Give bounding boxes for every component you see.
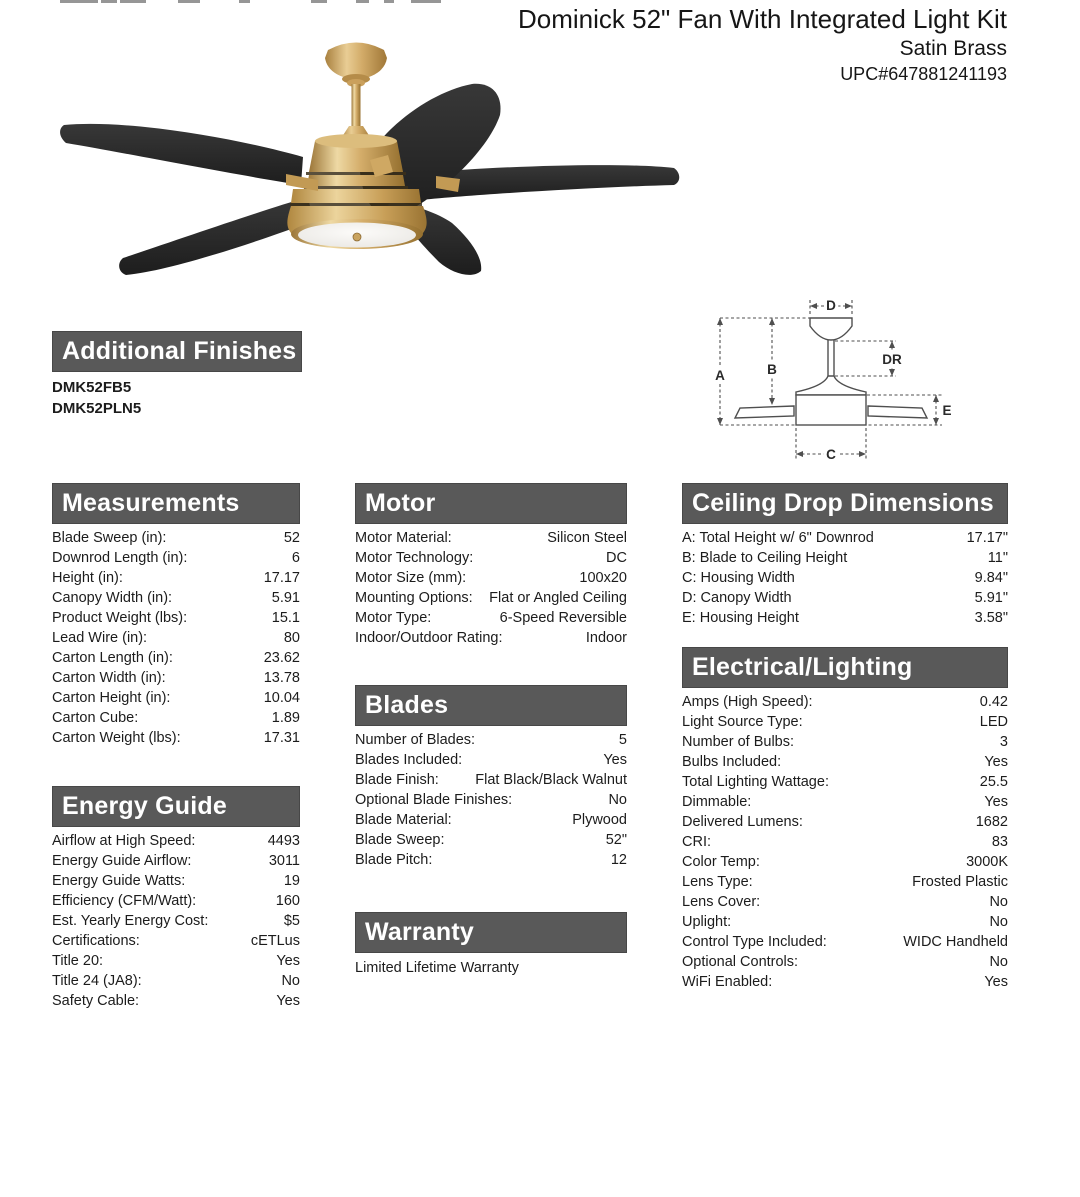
spec-value: 6-Speed Reversible bbox=[499, 610, 627, 626]
spec-label: Carton Width (in): bbox=[52, 670, 166, 686]
spec-label: CRI: bbox=[682, 834, 711, 850]
fan-outline-drawing bbox=[735, 318, 927, 425]
spec-value: 3 bbox=[999, 734, 1008, 750]
spec-row bbox=[682, 952, 1008, 972]
spec-row bbox=[682, 568, 1008, 588]
spec-row bbox=[355, 608, 627, 628]
spec-row bbox=[682, 812, 1008, 832]
spec-value: 160 bbox=[275, 893, 300, 909]
ceiling-drop-rows bbox=[682, 528, 1008, 628]
spec-row bbox=[682, 608, 1008, 628]
spec-row bbox=[52, 628, 300, 648]
spec-row bbox=[52, 588, 300, 608]
spec-value: LED bbox=[979, 714, 1008, 730]
spec-value: 80 bbox=[283, 630, 300, 646]
spec-label: Indoor/Outdoor Rating: bbox=[355, 630, 503, 646]
spec-row bbox=[682, 792, 1008, 812]
spec-label: Lens Type: bbox=[682, 874, 753, 890]
fan-downrod-assembly bbox=[325, 43, 387, 141]
spec-label: Energy Guide Watts: bbox=[52, 873, 186, 889]
spec-value: Yes bbox=[984, 754, 1008, 770]
spec-row bbox=[52, 688, 300, 708]
blades-header: Blades bbox=[355, 685, 627, 726]
ceiling-drop-header: Ceiling Drop Dimensions bbox=[682, 483, 1008, 524]
dim-label-dr: DR bbox=[882, 352, 902, 367]
motor-header: Motor bbox=[355, 483, 627, 524]
spec-value: cETLus bbox=[250, 933, 300, 949]
motor-rows bbox=[355, 528, 627, 648]
energy-guide-section bbox=[52, 786, 300, 1011]
spec-label: C: Housing Width bbox=[682, 570, 795, 586]
spec-row bbox=[355, 568, 627, 588]
spec-row bbox=[682, 852, 1008, 872]
spec-value: 3.58" bbox=[974, 610, 1008, 626]
electrical-lighting-rows bbox=[682, 692, 1008, 992]
spec-label: Blades Included: bbox=[355, 752, 463, 768]
cropped-text-fragment bbox=[239, 0, 250, 3]
spec-label: Efficiency (CFM/Watt): bbox=[52, 893, 197, 909]
ceiling-drop-diagram bbox=[690, 288, 980, 470]
spec-value: WIDC Handheld bbox=[903, 934, 1008, 950]
cropped-text-fragment bbox=[60, 0, 98, 3]
spec-value: 3000K bbox=[966, 854, 1008, 870]
spec-label: Amps (High Speed): bbox=[682, 694, 813, 710]
spec-label: Number of Bulbs: bbox=[682, 734, 795, 750]
spec-label: Blade Finish: bbox=[355, 772, 439, 788]
spec-value: 4493 bbox=[267, 833, 300, 849]
fan-product-image bbox=[40, 22, 700, 302]
spec-value: Plywood bbox=[572, 812, 627, 828]
spec-value: Frosted Plastic bbox=[912, 874, 1008, 890]
spec-label: Energy Guide Airflow: bbox=[52, 853, 192, 869]
spec-row bbox=[682, 752, 1008, 772]
spec-row bbox=[682, 588, 1008, 608]
spec-value: Yes bbox=[984, 794, 1008, 810]
product-title: Dominick 52" Fan With Integrated Light Kit bbox=[517, 4, 1007, 34]
cropped-text-fragment bbox=[120, 0, 146, 3]
blades-rows bbox=[355, 730, 627, 870]
spec-value: 1682 bbox=[975, 814, 1008, 830]
spec-value: 0.42 bbox=[979, 694, 1008, 710]
spec-value: 5 bbox=[618, 732, 627, 748]
spec-label: Optional Controls: bbox=[682, 954, 799, 970]
spec-value: $5 bbox=[283, 913, 300, 929]
product-upc: UPC#647881241193 bbox=[840, 64, 1007, 84]
spec-label: Bulbs Included: bbox=[682, 754, 782, 770]
spec-value: 12 bbox=[610, 852, 627, 868]
electrical-lighting-header: Electrical/Lighting bbox=[682, 647, 1008, 688]
spec-row bbox=[682, 892, 1008, 912]
spec-label: Title 20: bbox=[52, 953, 104, 969]
measurements-header: Measurements bbox=[52, 483, 300, 524]
spec-value: 1.89 bbox=[271, 710, 300, 726]
spec-value: No bbox=[608, 792, 627, 808]
spec-row bbox=[355, 810, 627, 830]
spec-value: 5.91 bbox=[271, 590, 300, 606]
spec-row bbox=[682, 932, 1008, 952]
dim-label-b: B bbox=[767, 362, 777, 377]
spec-value: 6 bbox=[291, 550, 300, 566]
spec-value: 23.62 bbox=[263, 650, 300, 666]
spec-row bbox=[355, 528, 627, 548]
warranty-header: Warranty bbox=[355, 912, 627, 953]
spec-row bbox=[682, 548, 1008, 568]
spec-row bbox=[52, 668, 300, 688]
spec-value: No bbox=[989, 894, 1008, 910]
cropped-text-fragment bbox=[356, 0, 369, 3]
spec-label: Control Type Included: bbox=[682, 934, 827, 950]
spec-value: Flat or Angled Ceiling bbox=[489, 590, 627, 606]
spec-value: 17.17" bbox=[966, 530, 1008, 546]
spec-label: Blade Sweep: bbox=[355, 832, 445, 848]
spec-label: Carton Cube: bbox=[52, 710, 139, 726]
spec-label: Canopy Width (in): bbox=[52, 590, 173, 606]
measurements-rows bbox=[52, 528, 300, 748]
spec-row bbox=[52, 951, 300, 971]
spec-label: A: Total Height w/ 6" Downrod bbox=[682, 530, 874, 546]
spec-row bbox=[52, 831, 300, 851]
spec-label: Product Weight (lbs): bbox=[52, 610, 188, 626]
spec-row bbox=[682, 772, 1008, 792]
fan-light-kit bbox=[287, 206, 426, 249]
fan-finial bbox=[353, 233, 361, 241]
spec-value: 10.04 bbox=[263, 690, 300, 706]
spec-label: Motor Type: bbox=[355, 610, 432, 626]
spec-row bbox=[355, 850, 627, 870]
spec-label: Color Temp: bbox=[682, 854, 760, 870]
spec-row bbox=[52, 608, 300, 628]
spec-row bbox=[355, 628, 627, 648]
spec-value: Yes bbox=[276, 953, 300, 969]
spec-row bbox=[355, 548, 627, 568]
spec-row bbox=[682, 692, 1008, 712]
spec-row bbox=[682, 712, 1008, 732]
electrical-lighting-section bbox=[682, 647, 1008, 992]
spec-value: Yes bbox=[984, 974, 1008, 990]
spec-row bbox=[52, 548, 300, 568]
spec-row bbox=[52, 871, 300, 891]
spec-label: E: Housing Height bbox=[682, 610, 799, 626]
spec-value: DC bbox=[606, 550, 627, 566]
spec-row bbox=[682, 832, 1008, 852]
warranty-section bbox=[355, 912, 627, 978]
cropped-text-fragment bbox=[178, 0, 200, 3]
dim-label-c: C bbox=[826, 447, 836, 462]
spec-label: Motor Size (mm): bbox=[355, 570, 467, 586]
spec-value: 52" bbox=[605, 832, 627, 848]
spec-value: Silicon Steel bbox=[547, 530, 627, 546]
spec-row bbox=[52, 728, 300, 748]
spec-value: No bbox=[281, 973, 300, 989]
energy-guide-header: Energy Guide bbox=[52, 786, 300, 827]
motor-section bbox=[355, 483, 627, 648]
spec-value: Yes bbox=[276, 993, 300, 1009]
spec-label: Delivered Lumens: bbox=[682, 814, 803, 830]
additional-finishes-header: Additional Finishes bbox=[52, 331, 302, 372]
spec-label: Lens Cover: bbox=[682, 894, 761, 910]
finish-codes bbox=[52, 377, 302, 419]
spec-value: 100x20 bbox=[579, 570, 627, 586]
spec-value: 25.5 bbox=[979, 774, 1008, 790]
spec-label: Total Lighting Wattage: bbox=[682, 774, 829, 790]
spec-label: Safety Cable: bbox=[52, 993, 140, 1009]
dim-label-a: A bbox=[715, 368, 725, 383]
spec-label: Uplight: bbox=[682, 914, 732, 930]
spec-label: WiFi Enabled: bbox=[682, 974, 773, 990]
spec-value: Yes bbox=[603, 752, 627, 768]
spec-value: 11" bbox=[987, 550, 1008, 566]
cropped-text-fragment bbox=[384, 0, 394, 3]
spec-label: Title 24 (JA8): bbox=[52, 973, 142, 989]
dim-label-e: E bbox=[942, 403, 952, 418]
spec-value: 17.17 bbox=[263, 570, 300, 586]
spec-value: Flat Black/Black Walnut bbox=[475, 772, 627, 788]
spec-row bbox=[52, 891, 300, 911]
spec-value: No bbox=[989, 954, 1008, 970]
spec-label: Carton Length (in): bbox=[52, 650, 173, 666]
spec-row bbox=[682, 872, 1008, 892]
additional-finishes-section bbox=[52, 331, 302, 419]
spec-label: Dimmable: bbox=[682, 794, 752, 810]
spec-value: No bbox=[989, 914, 1008, 930]
spec-row bbox=[52, 971, 300, 991]
spec-label: Airflow at High Speed: bbox=[52, 833, 196, 849]
warranty-text: Limited Lifetime Warranty bbox=[355, 960, 519, 976]
spec-label: B: Blade to Ceiling Height bbox=[682, 550, 848, 566]
finish-code: DMK52FB5 bbox=[52, 379, 132, 396]
finish-code: DMK52PLN5 bbox=[52, 400, 142, 417]
measurements-section bbox=[52, 483, 300, 748]
spec-value: 52 bbox=[283, 530, 300, 546]
spec-value: 9.84" bbox=[974, 570, 1008, 586]
product-finish: Satin Brass bbox=[899, 37, 1007, 60]
spec-label: Carton Height (in): bbox=[52, 690, 171, 706]
cropped-text-fragment bbox=[101, 0, 117, 3]
spec-label: Motor Technology: bbox=[355, 550, 474, 566]
spec-value: Indoor bbox=[585, 630, 627, 646]
spec-row bbox=[52, 911, 300, 931]
spec-row bbox=[355, 588, 627, 608]
spec-row bbox=[682, 972, 1008, 992]
ceiling-drop-section bbox=[682, 483, 1008, 628]
spec-label: Downrod Length (in): bbox=[52, 550, 188, 566]
spec-label: Blade Sweep (in): bbox=[52, 530, 167, 546]
spec-row bbox=[52, 931, 300, 951]
spec-row bbox=[52, 528, 300, 548]
spec-value: 3011 bbox=[268, 853, 300, 869]
spec-value: 15.1 bbox=[271, 610, 300, 626]
spec-row bbox=[682, 912, 1008, 932]
spec-value: 17.31 bbox=[263, 730, 300, 746]
spec-label: Carton Weight (lbs): bbox=[52, 730, 181, 746]
spec-label: Blade Material: bbox=[355, 812, 452, 828]
spec-label: D: Canopy Width bbox=[682, 590, 792, 606]
spec-label: Certifications: bbox=[52, 933, 140, 949]
spec-row bbox=[52, 648, 300, 668]
spec-row bbox=[52, 708, 300, 728]
spec-label: Mounting Options: bbox=[355, 590, 473, 606]
blades-section bbox=[355, 685, 627, 870]
spec-value: 19 bbox=[283, 873, 300, 889]
spec-label: Lead Wire (in): bbox=[52, 630, 148, 646]
spec-row bbox=[682, 528, 1008, 548]
spec-label: Number of Blades: bbox=[355, 732, 476, 748]
spec-row bbox=[355, 790, 627, 810]
spec-value: 13.78 bbox=[263, 670, 300, 686]
spec-label: Optional Blade Finishes: bbox=[355, 792, 513, 808]
spec-row bbox=[355, 730, 627, 750]
cropped-text-fragment bbox=[411, 0, 441, 3]
spec-row bbox=[355, 770, 627, 790]
spec-label: Motor Material: bbox=[355, 530, 452, 546]
spec-row bbox=[682, 732, 1008, 752]
spec-row bbox=[52, 991, 300, 1011]
spec-label: Blade Pitch: bbox=[355, 852, 433, 868]
dim-label-d: D bbox=[826, 298, 836, 313]
spec-label: Height (in): bbox=[52, 570, 123, 586]
spec-row bbox=[52, 568, 300, 588]
spec-row bbox=[355, 830, 627, 850]
spec-label: Est. Yearly Energy Cost: bbox=[52, 913, 209, 929]
spec-label: Light Source Type: bbox=[682, 714, 803, 730]
energy-guide-rows bbox=[52, 831, 300, 1011]
spec-row bbox=[355, 750, 627, 770]
spec-value: 83 bbox=[991, 834, 1008, 850]
cropped-text-fragment bbox=[311, 0, 327, 3]
spec-value: 5.91" bbox=[974, 590, 1008, 606]
spec-row bbox=[52, 851, 300, 871]
